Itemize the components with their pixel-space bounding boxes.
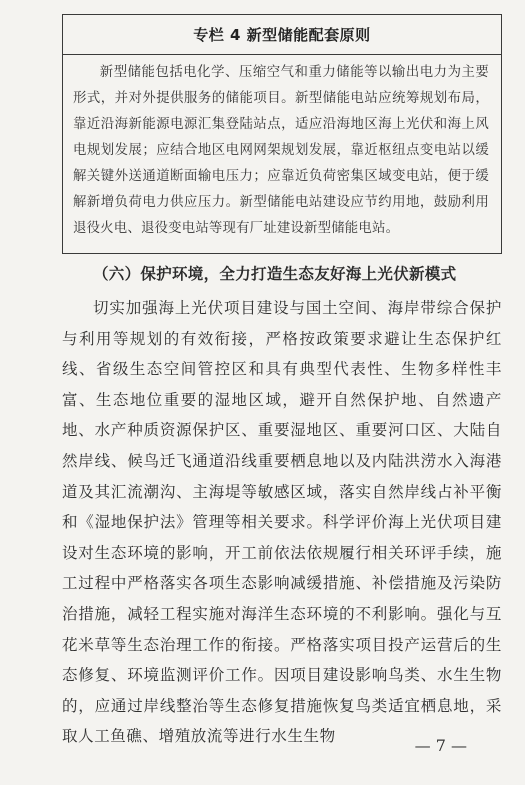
page-number: — 7 — bbox=[414, 736, 467, 755]
box-title-row bbox=[63, 15, 501, 55]
section-body-text: 切实加强海上光伏项目建设与国土空间、海岸带综合保护与利用等规划的有效衔接，严格按政策要求避让生态保护红线、省级生态空间管控区和具有典型代表性、生物多样性丰富、生态地位重要的湿地区域，避开自然保护地、自然遗产地、水产种质资源保护区、重要湿地区、重要河口区、大陆自然岸线、候鸟迁飞通道沿线重要栖息地以及内陆洪涝水入海港道及其汇流潮沟、主海堤等敏感区域，落实自然岸线占补平衡和《湿地保护法》管理等相关要求。科学评价海上光伏项目建设对生态环境的影响，开工前依法依规履行相关环评手续，施工过程中严格落实各项生态影响减缓措施、补偿措施及污染防治措施，减轻工程实施对海洋生态环境的不利影响。强化与互花米草等生态治理工作的衔接。严格落实项目投产运营后的生态修复、环境监测评价工作。因项目建设影响鸟类、水生生物的，应通过岸线整治等生态修复措施恢复鸟类适宜栖息地，采取人工鱼礁、增殖放流等进行水生生物 bbox=[62, 299, 502, 746]
sidebar-box bbox=[62, 14, 502, 254]
section-heading: （六）保护环境，全力打造生态友好海上光伏新模式 bbox=[93, 264, 457, 283]
box-body-text: 新型储能包括电化学、压缩空气和重力储能等以输出电力为主要形式，并对外提供服务的储能项目。新型储能电站应统筹规划布局，靠近沿海新能源电源汇集登陆站点，适应沿海地区海上光伏和海上风电规划发展；应结合地区电网网架规划发展，靠近枢纽点变电站以缓解关键外送通道断面输电压力；应靠近负荷密集区域变电站，便于缓解新增负荷电力供应压力。新型储能电站建设应节约用地，鼓励利用退役火电、退役变电站等现有厂址建设新型储能电站。 bbox=[73, 65, 489, 236]
box-title: 专栏 4 新型储能配套原则 bbox=[193, 26, 371, 44]
